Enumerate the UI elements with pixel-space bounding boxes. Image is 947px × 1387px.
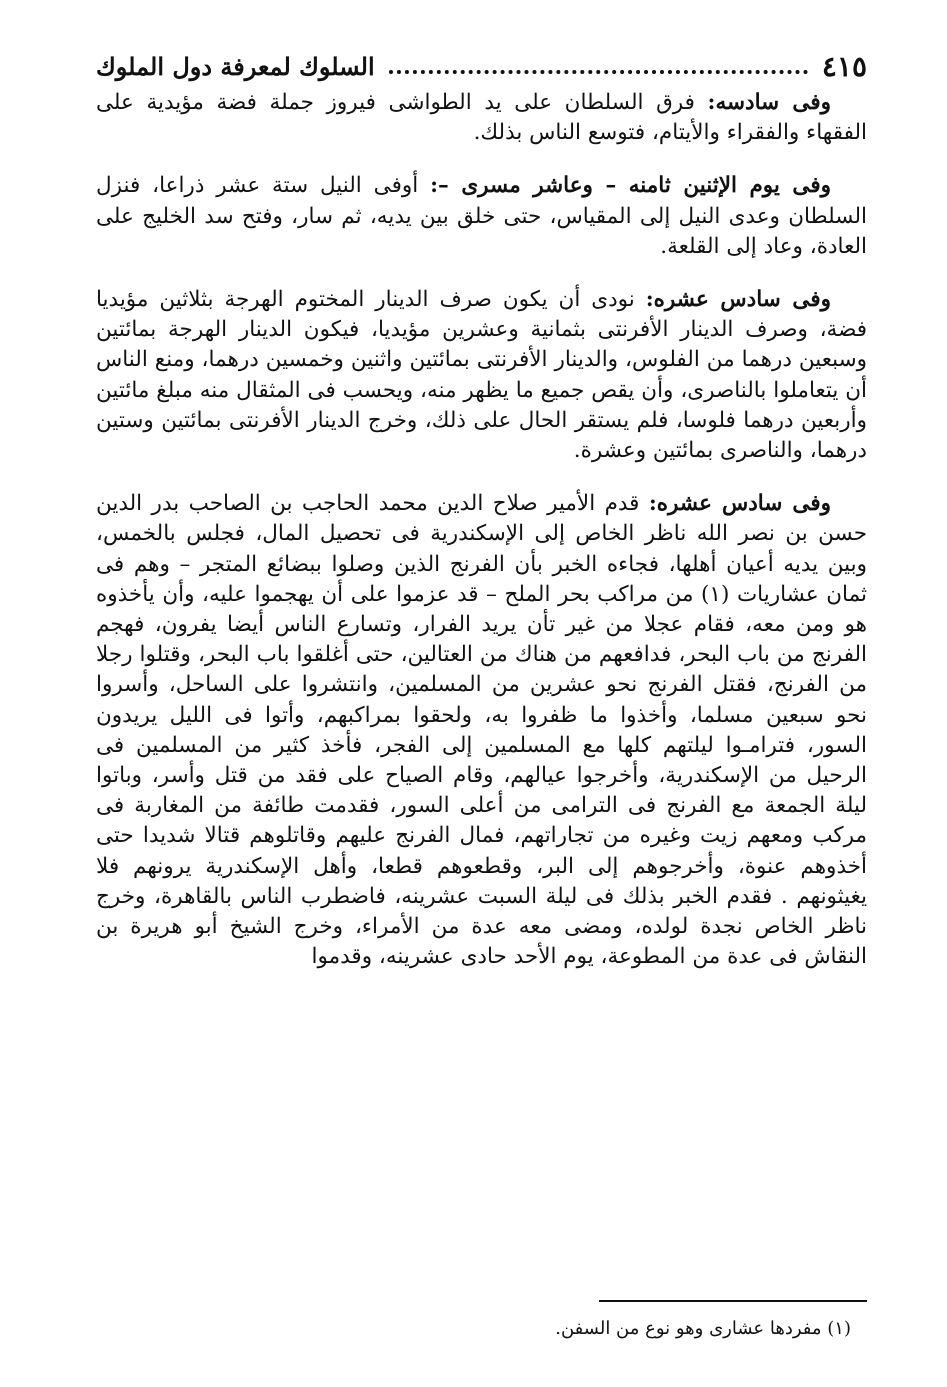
paragraph: [96, 88, 867, 148]
page-number: ٤١٥: [821, 49, 867, 83]
paragraph-lead: وفى سادس عشره:: [645, 287, 832, 313]
paragraph-text: قدم الأمير صلاح الدين محمد الحاجب بن الصاحب بدر الدين حسن بن نصر الله ناظر الخاص إلى الإسكندرية فى تحصيل المال، فجلس بالخمس، وبين يديه أعيان أهلها، فجاءه الخبر بأن الفرنج الذين وصلوا ببضائع المتجر – وهم فى ثمان عشاريات (١) من مراكب بحر الملح – قد عزموا على أن يهجموا عليه، وأن يأخذوه هو ومن معه، فقام عجلا من غير تأن يريد الفرار، وتسارع الناس أيضا يفرون، فهجم الفرنج من باب البحر، فدافعهم من هناك من العتالين، حتى أغلقوا باب البحر، وقتلوا رجلا من الفرنج، فقتل الفرنج نحو عشرين من المسلمين، وانتشروا على الساحل، وأسروا نحو سبعين مسلما، وأخذوا ما ظفروا به، ولحقوا بمراكبهم، وأتوا فى الليل يريدون السور، فترامـوا ليلتهم كلها مع المسلمين إلى الفجر، فأخذ كثير من المسلمين فى الرحيل من الإسكندرية، وأخرجوا عيالهم، وقام الصياح على فقد من قتل وأسر، وباتوا ليلة الجمعة مع الفرنج فى الترامى من أعلى السور، فقدمت طائفة من المغاربة فى مركب ومعهم زيت وغيره من تجاراتهم، فمال الفرنج عليهم وقاتلوهم قتالا شديدا حتى أخذوهم عنوة، وأخرجوهم إلى البر، وقطعوهم قطعا، وأهل الإسكندرية يرونهم فلا يغيثونهم . فقدم الخبر بذلك فى ليلة السبت عشرينه، فاضطرب الناس بالقاهرة، وخرج ناظر الخاص نجدة لولده، ومضى معه عدة من الأمراء، وخرج الشيخ أبو هريرة بن النقاش فى عدة من المطوعة، يوم الأحد حادى عشرينه، وقدموا: [96, 491, 867, 970]
paragraph-text: أوفى النيل ستة عشر ذراعا، فنزل السلطان وعدى النيل إلى المقياس، حتى خلق بين يديه، ثم سار، وفتح سد الخليج على العادة، وعاد إلى القلعة.: [96, 173, 867, 259]
header-dot-leader: [389, 70, 808, 74]
paragraph: [96, 489, 867, 972]
running-header: [96, 46, 867, 86]
paragraph-lead: وفى يوم الإثنين ثامنه – وعاشر مسرى –:: [430, 173, 831, 199]
paragraph-text: نودى أن يكون صرف الدينار المختوم الهرجة بثلاثين مؤيديا فضة، وصرف الدينار الأفرنتى بثمانية وعشرين مؤيديا، فيكون الدينار الهرجة بمائتين وسبعين درهما من الفلوس، والدينار الأفرنتى بمائتين واثنين وخمسين درهما، ومنع الناس أن يتعاملوا بالناصرى، وأن يقص جميع ما يظهر منه، ويحسب فى المثقال منه مبلغ مائتين وأربعين درهما فلوسا، فلم يستقر الحال على ذلك، وخرج الدينار الأفرنتى بمائتين وستين درهما، والناصرى بمائتين وعشرة.: [96, 287, 867, 464]
header-title: السلوك لمعرفة دول الملوك: [96, 51, 375, 81]
footnote: (١) مفردها عشارى وهو نوع من السفن.: [555, 1318, 851, 1339]
footnote-separator: [599, 1300, 867, 1302]
paragraph-lead: وفى سادسه:: [707, 90, 831, 115]
paragraph: [96, 285, 867, 466]
paragraph-text: فرق السلطان على يد الطواشى فيروز جملة فضة مؤيدية على الفقهاء والفقراء والأيتام، فتوسع الناس بذلك.: [96, 90, 867, 146]
paragraph-lead: وفى سادس عشره:: [648, 491, 831, 517]
main-text: [96, 88, 867, 995]
paragraph: [96, 171, 867, 262]
